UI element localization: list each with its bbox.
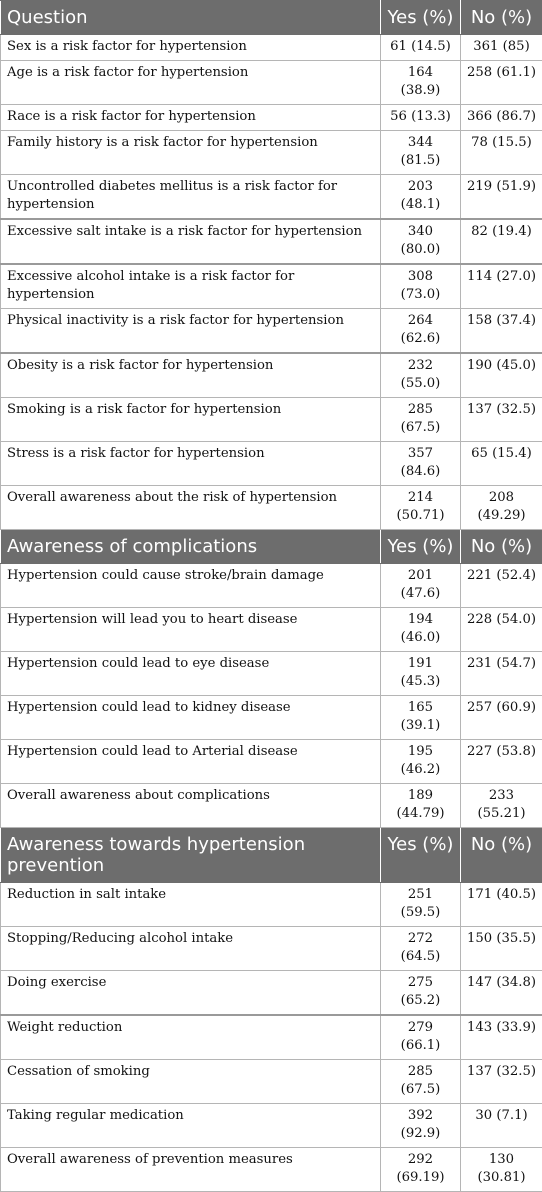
row-question: Doing exercise: [1, 971, 381, 1016]
row-no-value: 150 (35.5): [461, 927, 542, 971]
row-yes-value: 340 (80.0): [381, 219, 461, 264]
row-no-value: 208 (49.29): [461, 486, 542, 530]
row-no-value: 228 (54.0): [461, 608, 542, 652]
section-header-question: Question: [1, 1, 381, 35]
row-no-value: 65 (15.4): [461, 442, 542, 486]
section-header-no: No (%): [461, 1, 542, 35]
row-question: Stress is a risk factor for hypertension: [1, 442, 381, 486]
section-header-row: [1, 530, 542, 564]
table-row: [1, 608, 542, 652]
row-yes-value: 357 (84.6): [381, 442, 461, 486]
row-question: Obesity is a risk factor for hypertension: [1, 353, 381, 398]
awareness-table-body: [1, 1, 542, 1192]
row-question: Hypertension could cause stroke/brain damage: [1, 564, 381, 608]
row-question: Physical inactivity is a risk factor for hypertension: [1, 309, 381, 354]
row-no-value: 130 (30.81): [461, 1148, 542, 1192]
row-no-value: 158 (37.4): [461, 309, 542, 354]
row-no-value: 190 (45.0): [461, 353, 542, 398]
table-row: [1, 219, 542, 264]
section-header-question: Awareness of complications: [1, 530, 381, 564]
row-yes-value: 251 (59.5): [381, 883, 461, 927]
row-question: Cessation of smoking: [1, 1060, 381, 1104]
row-question: Family history is a risk factor for hypertension: [1, 131, 381, 175]
row-question: Sex is a risk factor for hypertension: [1, 35, 381, 61]
row-no-value: 171 (40.5): [461, 883, 542, 927]
table-row: [1, 61, 542, 105]
table-row: [1, 927, 542, 971]
row-no-value: 137 (32.5): [461, 1060, 542, 1104]
row-question: Hypertension could lead to eye disease: [1, 652, 381, 696]
row-question: Age is a risk factor for hypertension: [1, 61, 381, 105]
row-question: Uncontrolled diabetes mellitus is a risk factor for hypertension: [1, 175, 381, 220]
row-question: Hypertension will lead you to heart disease: [1, 608, 381, 652]
table-row: [1, 784, 542, 828]
row-no-value: 231 (54.7): [461, 652, 542, 696]
row-yes-value: 232 (55.0): [381, 353, 461, 398]
row-yes-value: 165 (39.1): [381, 696, 461, 740]
table-row: [1, 696, 542, 740]
section-header-yes: Yes (%): [381, 828, 461, 883]
row-no-value: 221 (52.4): [461, 564, 542, 608]
table-row: [1, 35, 542, 61]
table-row: [1, 309, 542, 354]
row-yes-value: 272 (64.5): [381, 927, 461, 971]
row-no-value: 78 (15.5): [461, 131, 542, 175]
row-no-value: 143 (33.9): [461, 1015, 542, 1060]
table-row: [1, 264, 542, 309]
row-yes-value: 214 (50.71): [381, 486, 461, 530]
row-yes-value: 61 (14.5): [381, 35, 461, 61]
row-no-value: 114 (27.0): [461, 264, 542, 309]
row-yes-value: 285 (67.5): [381, 1060, 461, 1104]
table-row: [1, 1104, 542, 1148]
row-yes-value: 194 (46.0): [381, 608, 461, 652]
table-row: [1, 971, 542, 1016]
table-row: [1, 564, 542, 608]
row-question: Race is a risk factor for hypertension: [1, 105, 381, 131]
row-yes-value: 164 (38.9): [381, 61, 461, 105]
row-no-value: 366 (86.7): [461, 105, 542, 131]
row-question: Overall awareness about the risk of hypertension: [1, 486, 381, 530]
table-row: [1, 442, 542, 486]
table-row: [1, 486, 542, 530]
row-no-value: 258 (61.1): [461, 61, 542, 105]
row-yes-value: 264 (62.6): [381, 309, 461, 354]
row-question: Excessive alcohol intake is a risk factor for hypertension: [1, 264, 381, 309]
row-yes-value: 201 (47.6): [381, 564, 461, 608]
section-header-row: [1, 1, 542, 35]
section-header-no: No (%): [461, 828, 542, 883]
row-yes-value: 344 (81.5): [381, 131, 461, 175]
row-no-value: 361 (85): [461, 35, 542, 61]
table-row: [1, 131, 542, 175]
row-yes-value: 203 (48.1): [381, 175, 461, 220]
row-yes-value: 308 (73.0): [381, 264, 461, 309]
row-no-value: 82 (19.4): [461, 219, 542, 264]
row-question: Hypertension could lead to Arterial disease: [1, 740, 381, 784]
section-header-no: No (%): [461, 530, 542, 564]
row-question: Hypertension could lead to kidney disease: [1, 696, 381, 740]
row-question: Smoking is a risk factor for hypertension: [1, 398, 381, 442]
table-row: [1, 652, 542, 696]
table-row: [1, 1060, 542, 1104]
section-header-yes: Yes (%): [381, 530, 461, 564]
row-question: Reduction in salt intake: [1, 883, 381, 927]
row-yes-value: 195 (46.2): [381, 740, 461, 784]
section-header-row: [1, 828, 542, 883]
row-no-value: 137 (32.5): [461, 398, 542, 442]
row-yes-value: 392 (92.9): [381, 1104, 461, 1148]
row-no-value: 30 (7.1): [461, 1104, 542, 1148]
row-yes-value: 189 (44.79): [381, 784, 461, 828]
row-question: Excessive salt intake is a risk factor for hypertension: [1, 219, 381, 264]
table-row: [1, 398, 542, 442]
table-row: [1, 740, 542, 784]
section-header-yes: Yes (%): [381, 1, 461, 35]
row-yes-value: 292 (69.19): [381, 1148, 461, 1192]
table-row: [1, 105, 542, 131]
row-question: Overall awareness about complications: [1, 784, 381, 828]
row-question: Weight reduction: [1, 1015, 381, 1060]
table-row: [1, 175, 542, 220]
row-no-value: 233 (55.21): [461, 784, 542, 828]
row-no-value: 227 (53.8): [461, 740, 542, 784]
row-yes-value: 56 (13.3): [381, 105, 461, 131]
row-yes-value: 191 (45.3): [381, 652, 461, 696]
table-row: [1, 1148, 542, 1192]
table-row: [1, 353, 542, 398]
table-row: [1, 883, 542, 927]
table-row: [1, 1015, 542, 1060]
row-yes-value: 279 (66.1): [381, 1015, 461, 1060]
row-question: Stopping/Reducing alcohol intake: [1, 927, 381, 971]
row-no-value: 147 (34.8): [461, 971, 542, 1016]
row-no-value: 219 (51.9): [461, 175, 542, 220]
row-question: Overall awareness of prevention measures: [1, 1148, 381, 1192]
section-header-question: Awareness towards hypertension prevention: [1, 828, 381, 883]
row-yes-value: 285 (67.5): [381, 398, 461, 442]
row-yes-value: 275 (65.2): [381, 971, 461, 1016]
row-no-value: 257 (60.9): [461, 696, 542, 740]
row-question: Taking regular medication: [1, 1104, 381, 1148]
